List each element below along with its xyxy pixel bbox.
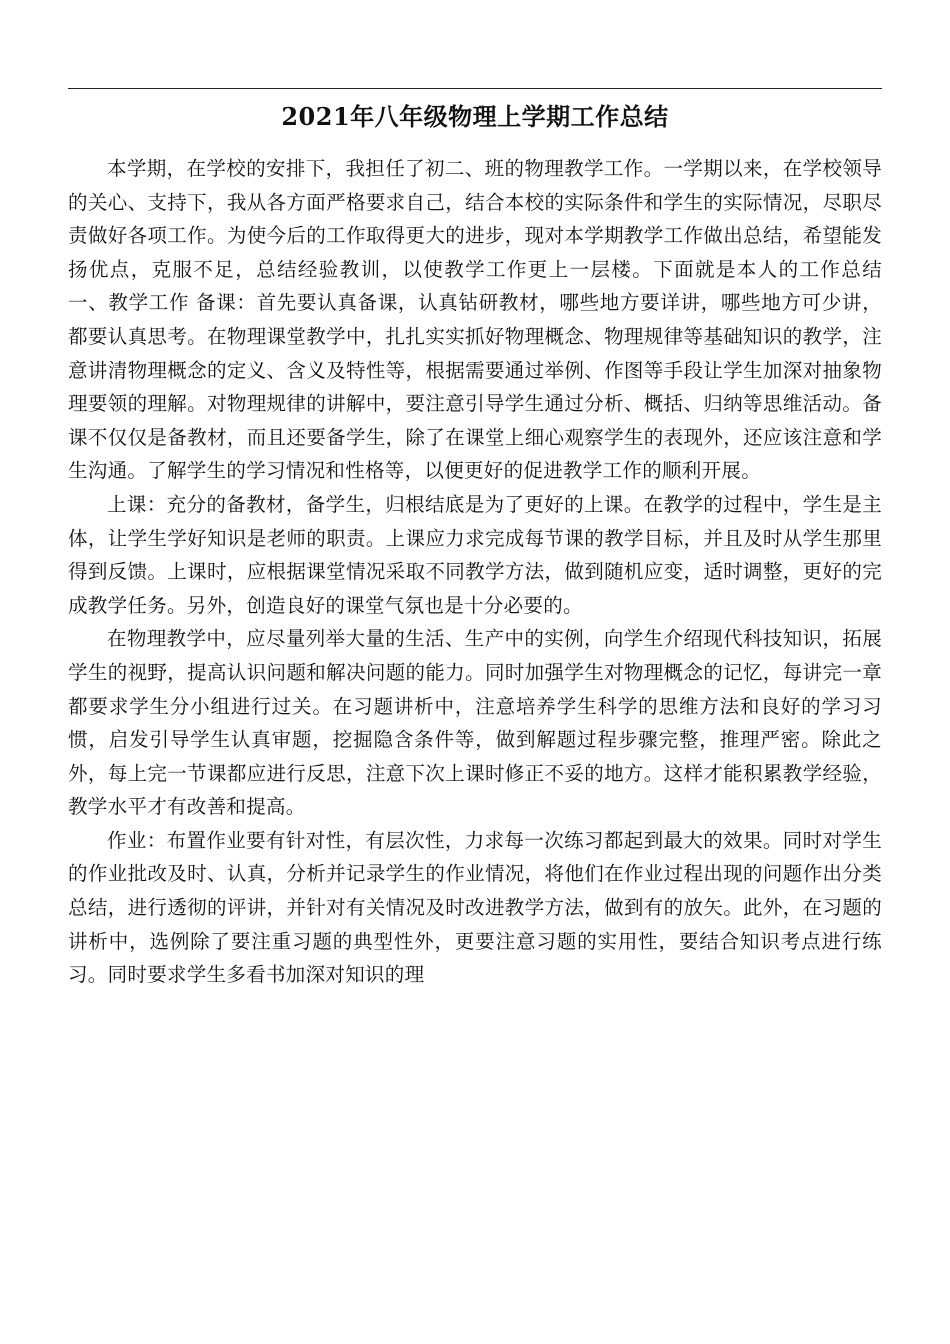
paragraph-teaching-class: 上课：充分的备教材，备学生，归根结底是为了更好的上课。在教学的过程中，学生是主体，让学生学好知识是老师的职责。上课应力求完成每节课的教学目标，并且及时从学生那里得到反馈。上课时，应根据课堂情况采取不同教学方法，做到随机应变，适时调整，更好的完成教学任务。另外，创造良好的课堂气氛也是十分必要的。 xyxy=(68,492,882,617)
paragraph-homework: 作业：布置作业要有针对性，有层次性，力求每一次练习都起到最大的效果。同时对学生的作业批改及时、认真，分析并记录学生的作业情况，将他们在作业过程出现的问题作出分类总结，进行透彻的评讲，并针对有关情况及时改进教学方法，做到有的放矢。此外，在习题的讲析中，选例除了要注重习题的典型性外，更要注意习题的实用性，要结合知识考点进行练习。同时要求学生多看书加深对知识的理 xyxy=(68,828,882,987)
paragraph-intro-and-lesson-prep: 本学期，在学校的安排下，我担任了初二、班的物理教学工作。一学期以来，在学校领导的关心、支持下，我从各方面严格要求自己，结合本校的实际条件和学生的实际情况，尽职尽责做好各项工作。为使今后的工作取得更大的进步，现对本学期教学工作做出总结，希望能发扬优点，克服不足，总结经验教训，以使教学工作更上一层楼。下面就是本人的工作总结 一、教学工作 备课：首先要认真备课，认真钻研教材，哪些地方要详讲，哪些地方可少讲，都要认真思考。在物理课堂教学中，扎扎实实抓好物理概念、物理规律等基础知识的教学，注意讲清物理概念的定义、含义及特性等，根据需要通过举例、作图等手段让学生加深对抽象物理要领的理解。对物理规律的讲解中，要注意引导学生通过分析、概括、归纳等思维活动。备课不仅仅是备教材，而且还要备学生，除了在课堂上细心观察学生的表现外，还应该注意和学生沟通。了解学生的学习情况和性格等，以便更好的促进教学工作的顺利开展。 xyxy=(68,157,882,483)
page-title: 2021年八年级物理上学期工作总结 xyxy=(281,102,669,131)
document-body xyxy=(68,152,882,992)
paragraph-physics-teaching: 在物理教学中，应尽量列举大量的生活、生产中的实例，向学生介绍现代科技知识，拓展学生的视野，提高认识问题和解决问题的能力。同时加强学生对物理概念的记忆，每讲完一章都要求学生分小组进行过关。在习题讲析中，注意培养学生科学的思维方法和良好的学习习惯，启发引导学生认真审题，挖掘隐含条件等，做到解题过程步骤完整，推理严密。除此之外，每上完一节课都应进行反思，注意下次上课时修正不妥的地方。这样才能积累教学经验，教学水平才有改善和提高。 xyxy=(68,627,882,819)
header-rule xyxy=(68,88,882,89)
